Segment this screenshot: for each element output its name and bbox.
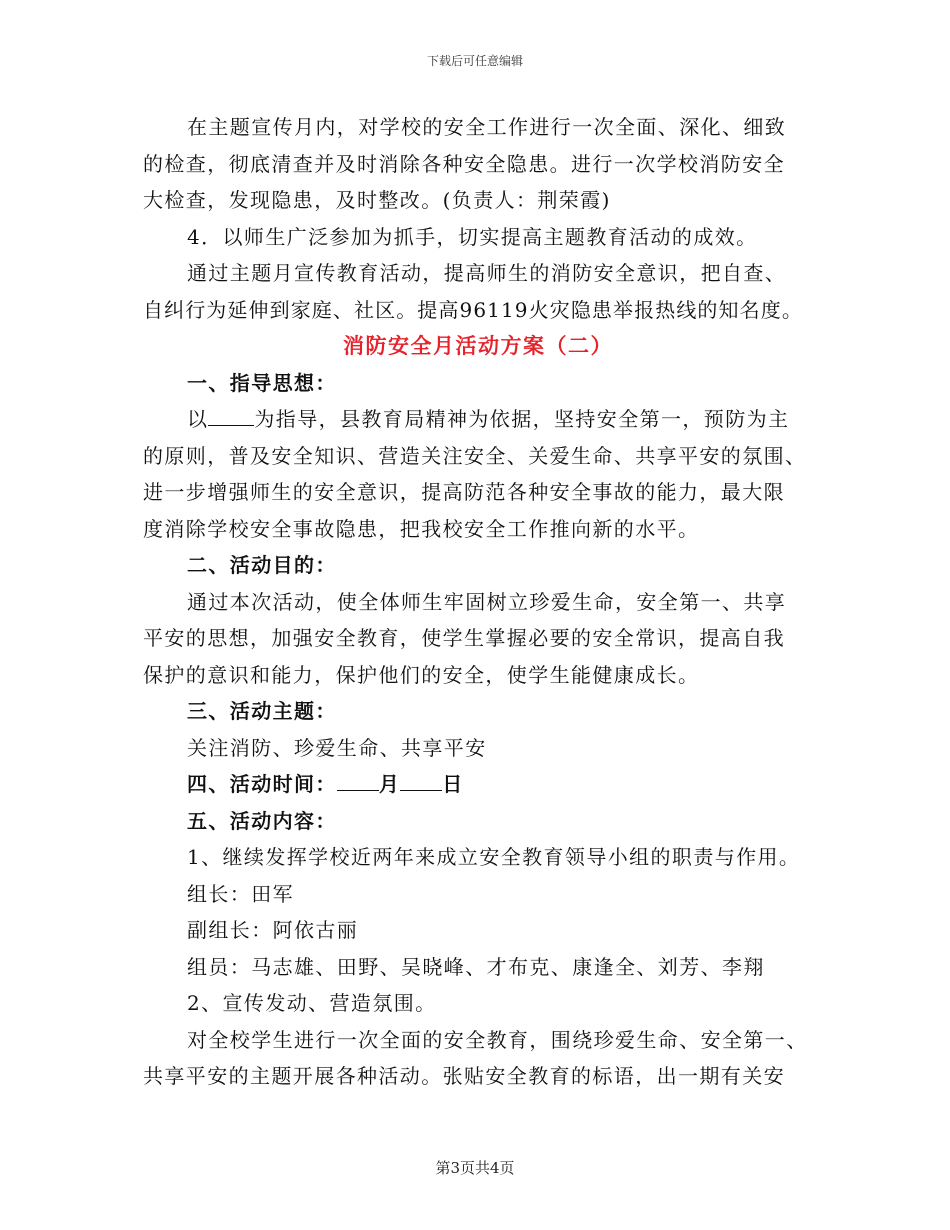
- paragraph-line: 组长：田军: [187, 881, 294, 906]
- heading-activity-time: [143, 766, 813, 803]
- text-span: 月: [378, 772, 401, 796]
- heading-guiding-thought: 一、指导思想：: [187, 370, 337, 395]
- paragraph-line: 进一步增强师生的安全意识，提高防范各种安全事故的能力，最大限: [143, 480, 785, 504]
- paragraph-line: 自纠行为延伸到家庭、社区。提高96119火灾隐患举报热线的知名度。: [143, 297, 803, 322]
- text-span: 以: [187, 407, 209, 431]
- section-title: 消防安全月活动方案（二）: [343, 333, 613, 358]
- paragraph-line: 平安的思想，加强安全教育，使学生掌握必要的安全常识，提高自我: [143, 626, 785, 650]
- paragraph-line: 通过主题月宣传教育活动，提高师生的消防安全意识，把自查、: [187, 261, 787, 285]
- paragraph-line: 保护的意识和能力，保护他们的安全，使学生能健康成长。: [143, 662, 700, 687]
- paragraph-line: 关注消防、珍爱生命、共享平安: [187, 735, 487, 760]
- paragraph-line: 副组长：阿依古丽: [187, 918, 359, 942]
- document-body: [143, 109, 813, 1095]
- list-item-2: 2、宣传发动、营造氛围。: [187, 991, 437, 1015]
- heading-activity-content: 五、活动内容：: [187, 808, 337, 833]
- paragraph-line: 的检查，彻底清查并及时消除各种安全隐患。进行一次学校消防安全: [143, 151, 785, 176]
- paragraph-line: 的原则，普及安全知识、营造关注安全、关爱生命、共享平安的氛围、: [143, 443, 807, 468]
- list-item-4: 4．以师生广泛参加为抓手，切实提高主题教育活动的成效。: [187, 224, 758, 249]
- fill-in-blank: [400, 768, 442, 791]
- page-header-note: 下载后可任意编辑: [426, 54, 523, 68]
- paragraph-line: 通过本次活动，使全体师生牢固树立珍爱生命，安全第一、共享: [187, 589, 787, 614]
- heading-activity-theme: 三、活动主题：: [187, 699, 337, 723]
- paragraph-line: 度消除学校安全事故隐患，把我校安全工作推向新的水平。: [143, 516, 700, 541]
- page-number: 第3页共4页: [435, 1159, 515, 1177]
- fill-in-blank: [337, 768, 379, 791]
- paragraph-line: 共享平安的主题开展各种活动。张贴安全教育的标语，出一期有关安: [143, 1064, 785, 1088]
- text-span: 为指导，县教育局精神为依据，坚持安全第一，预防为主: [254, 407, 790, 431]
- paragraph-line: 组员：马志雄、田野、吴晓峰、才布克、康逢全、刘芳、李翔: [187, 954, 765, 979]
- fill-in-blank: [208, 403, 254, 426]
- text-span: 日: [442, 772, 464, 796]
- paragraph-line: 在主题宣传月内，对学校的安全工作进行一次全面、深化、细致: [187, 115, 787, 139]
- paragraph-line: 对全校学生进行一次全面的安全教育，围绕珍爱生命、安全第一、: [187, 1027, 808, 1052]
- list-item-1: 1、继续发挥学校近两年来成立安全教育领导小组的职责与作用。: [187, 845, 801, 869]
- text-span: 四、活动时间：: [187, 772, 337, 796]
- paragraph-line: 大检查，发现隐患，及时整改。(负责人：荆荣霞): [143, 188, 611, 212]
- heading-activity-purpose: 二、活动目的：: [187, 553, 337, 577]
- paragraph-line: [143, 401, 813, 438]
